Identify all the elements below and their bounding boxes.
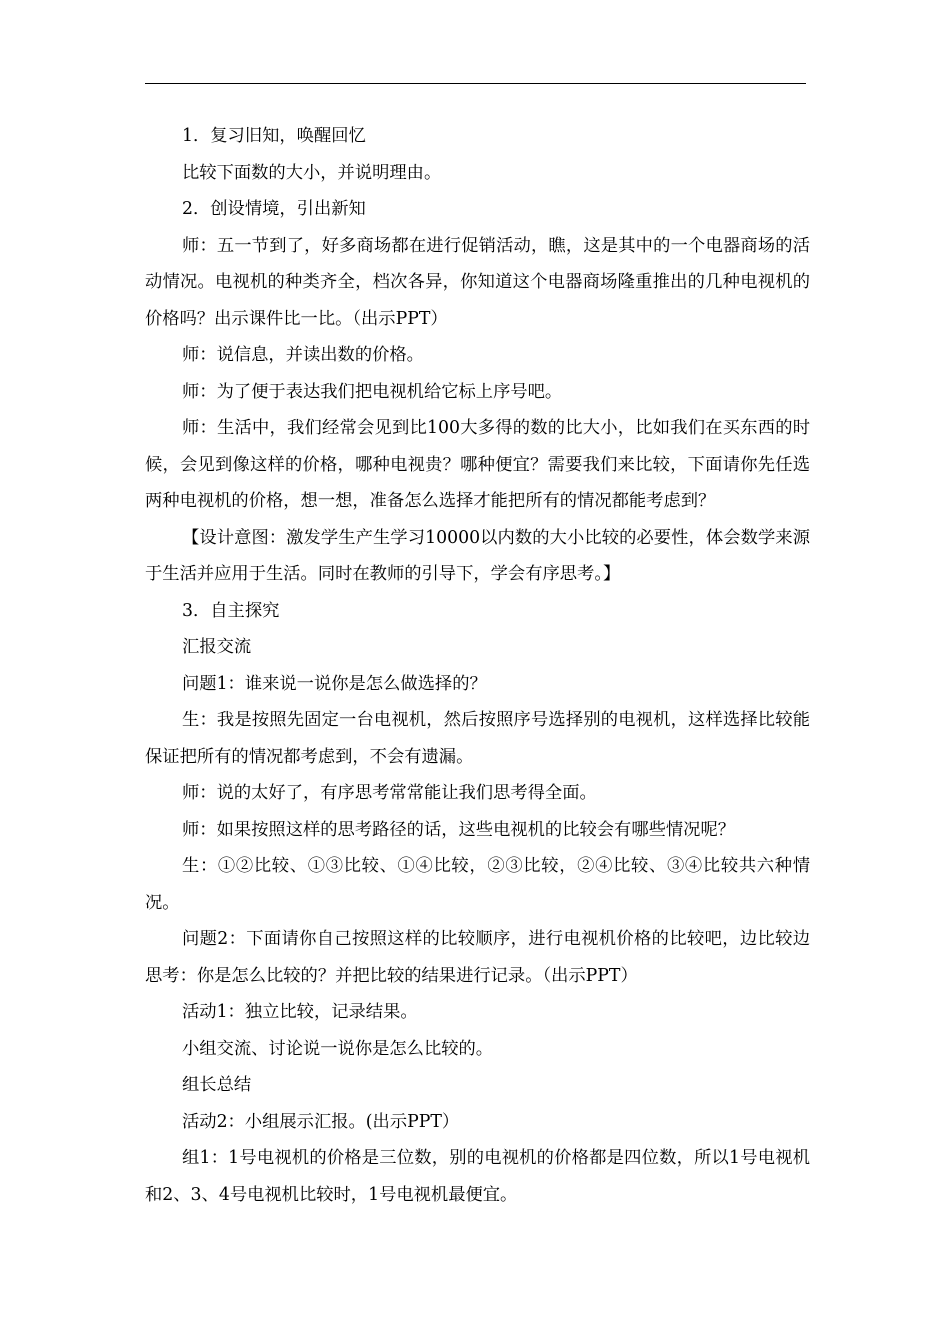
- paragraph: 汇报交流: [182, 637, 252, 657]
- document-body: [145, 118, 810, 1213]
- paragraph: 生：①②比较、①③比较、①④比较，②③比较，②④比较、③④比较共六种情况。: [145, 856, 810, 913]
- paragraph: 生：我是按照先固定一台电视机，然后按照序号选择别的电视机，这样选择比较能保证把所有的情况都考虑到，不会有遗漏。: [145, 710, 810, 767]
- paragraph: 组1：1号电视机的价格是三位数，别的电视机的价格都是四位数，所以1号电视机和2、3、4号电视机比较时，1号电视机最便宜。: [145, 1148, 810, 1205]
- paragraph: 师：五一节到了，好多商场都在进行促销活动，瞧，这是其中的一个电器商场的活动情况。电视机的种类齐全，档次各异，你知道这个电器商场隆重推出的几种电视机的价格吗？出示课件比一比。（出示PPT）: [145, 235, 810, 329]
- paragraph: 比较下面数的大小，并说明理由。: [182, 162, 442, 183]
- header-rule: [145, 83, 806, 84]
- paragraph: 师：说信息，并读出数的价格。: [182, 345, 424, 365]
- paragraph: 师：说的太好了，有序思考常常能让我们思考得全面。: [182, 783, 597, 803]
- heading-review: 1．复习旧知，唤醒回忆: [182, 126, 366, 146]
- paragraph: 师：生活中，我们经常会见到比100大多得的数的比大小，比如我们在买东西的时候，会见到像这样的价格，哪种电视贵？哪种便宜？需要我们来比较，下面请你先任选两种电视机的价格，想一想，准备怎么选择才能把所有的情况都能考虑到？: [145, 418, 810, 511]
- design-intent: 【设计意图：激发学生产生学习10000以内数的大小比较的必要性，体会数学来源于生活并应用于生活。同时在教师的引导下，学会有序思考。】: [145, 527, 810, 584]
- paragraph: 组长总结: [182, 1075, 252, 1095]
- paragraph: 小组交流、讨论说一说你是怎么比较的。: [182, 1038, 494, 1059]
- paragraph: 问题2：下面请你自己按照这样的比较顺序，进行电视机价格的比较吧，边比较边思考：你是怎么比较的？并把比较的结果进行记录。（出示PPT）: [145, 929, 810, 986]
- paragraph: 师：如果按照这样的思考路径的话，这些电视机的比较会有哪些情况呢？: [182, 819, 736, 840]
- paragraph: 师：为了便于表达我们把电视机给它标上序号吧。: [182, 381, 563, 402]
- paragraph: 活动1：独立比较，记录结果。: [182, 1002, 418, 1022]
- heading-situation: 2．创设情境，引出新知: [182, 199, 366, 219]
- paragraph: 问题1：谁来说一说你是怎么做选择的？: [182, 673, 487, 694]
- heading-explore: 3．自主探究: [182, 600, 280, 621]
- paragraph: 活动2：小组展示汇报。(出示PPT）: [182, 1111, 460, 1132]
